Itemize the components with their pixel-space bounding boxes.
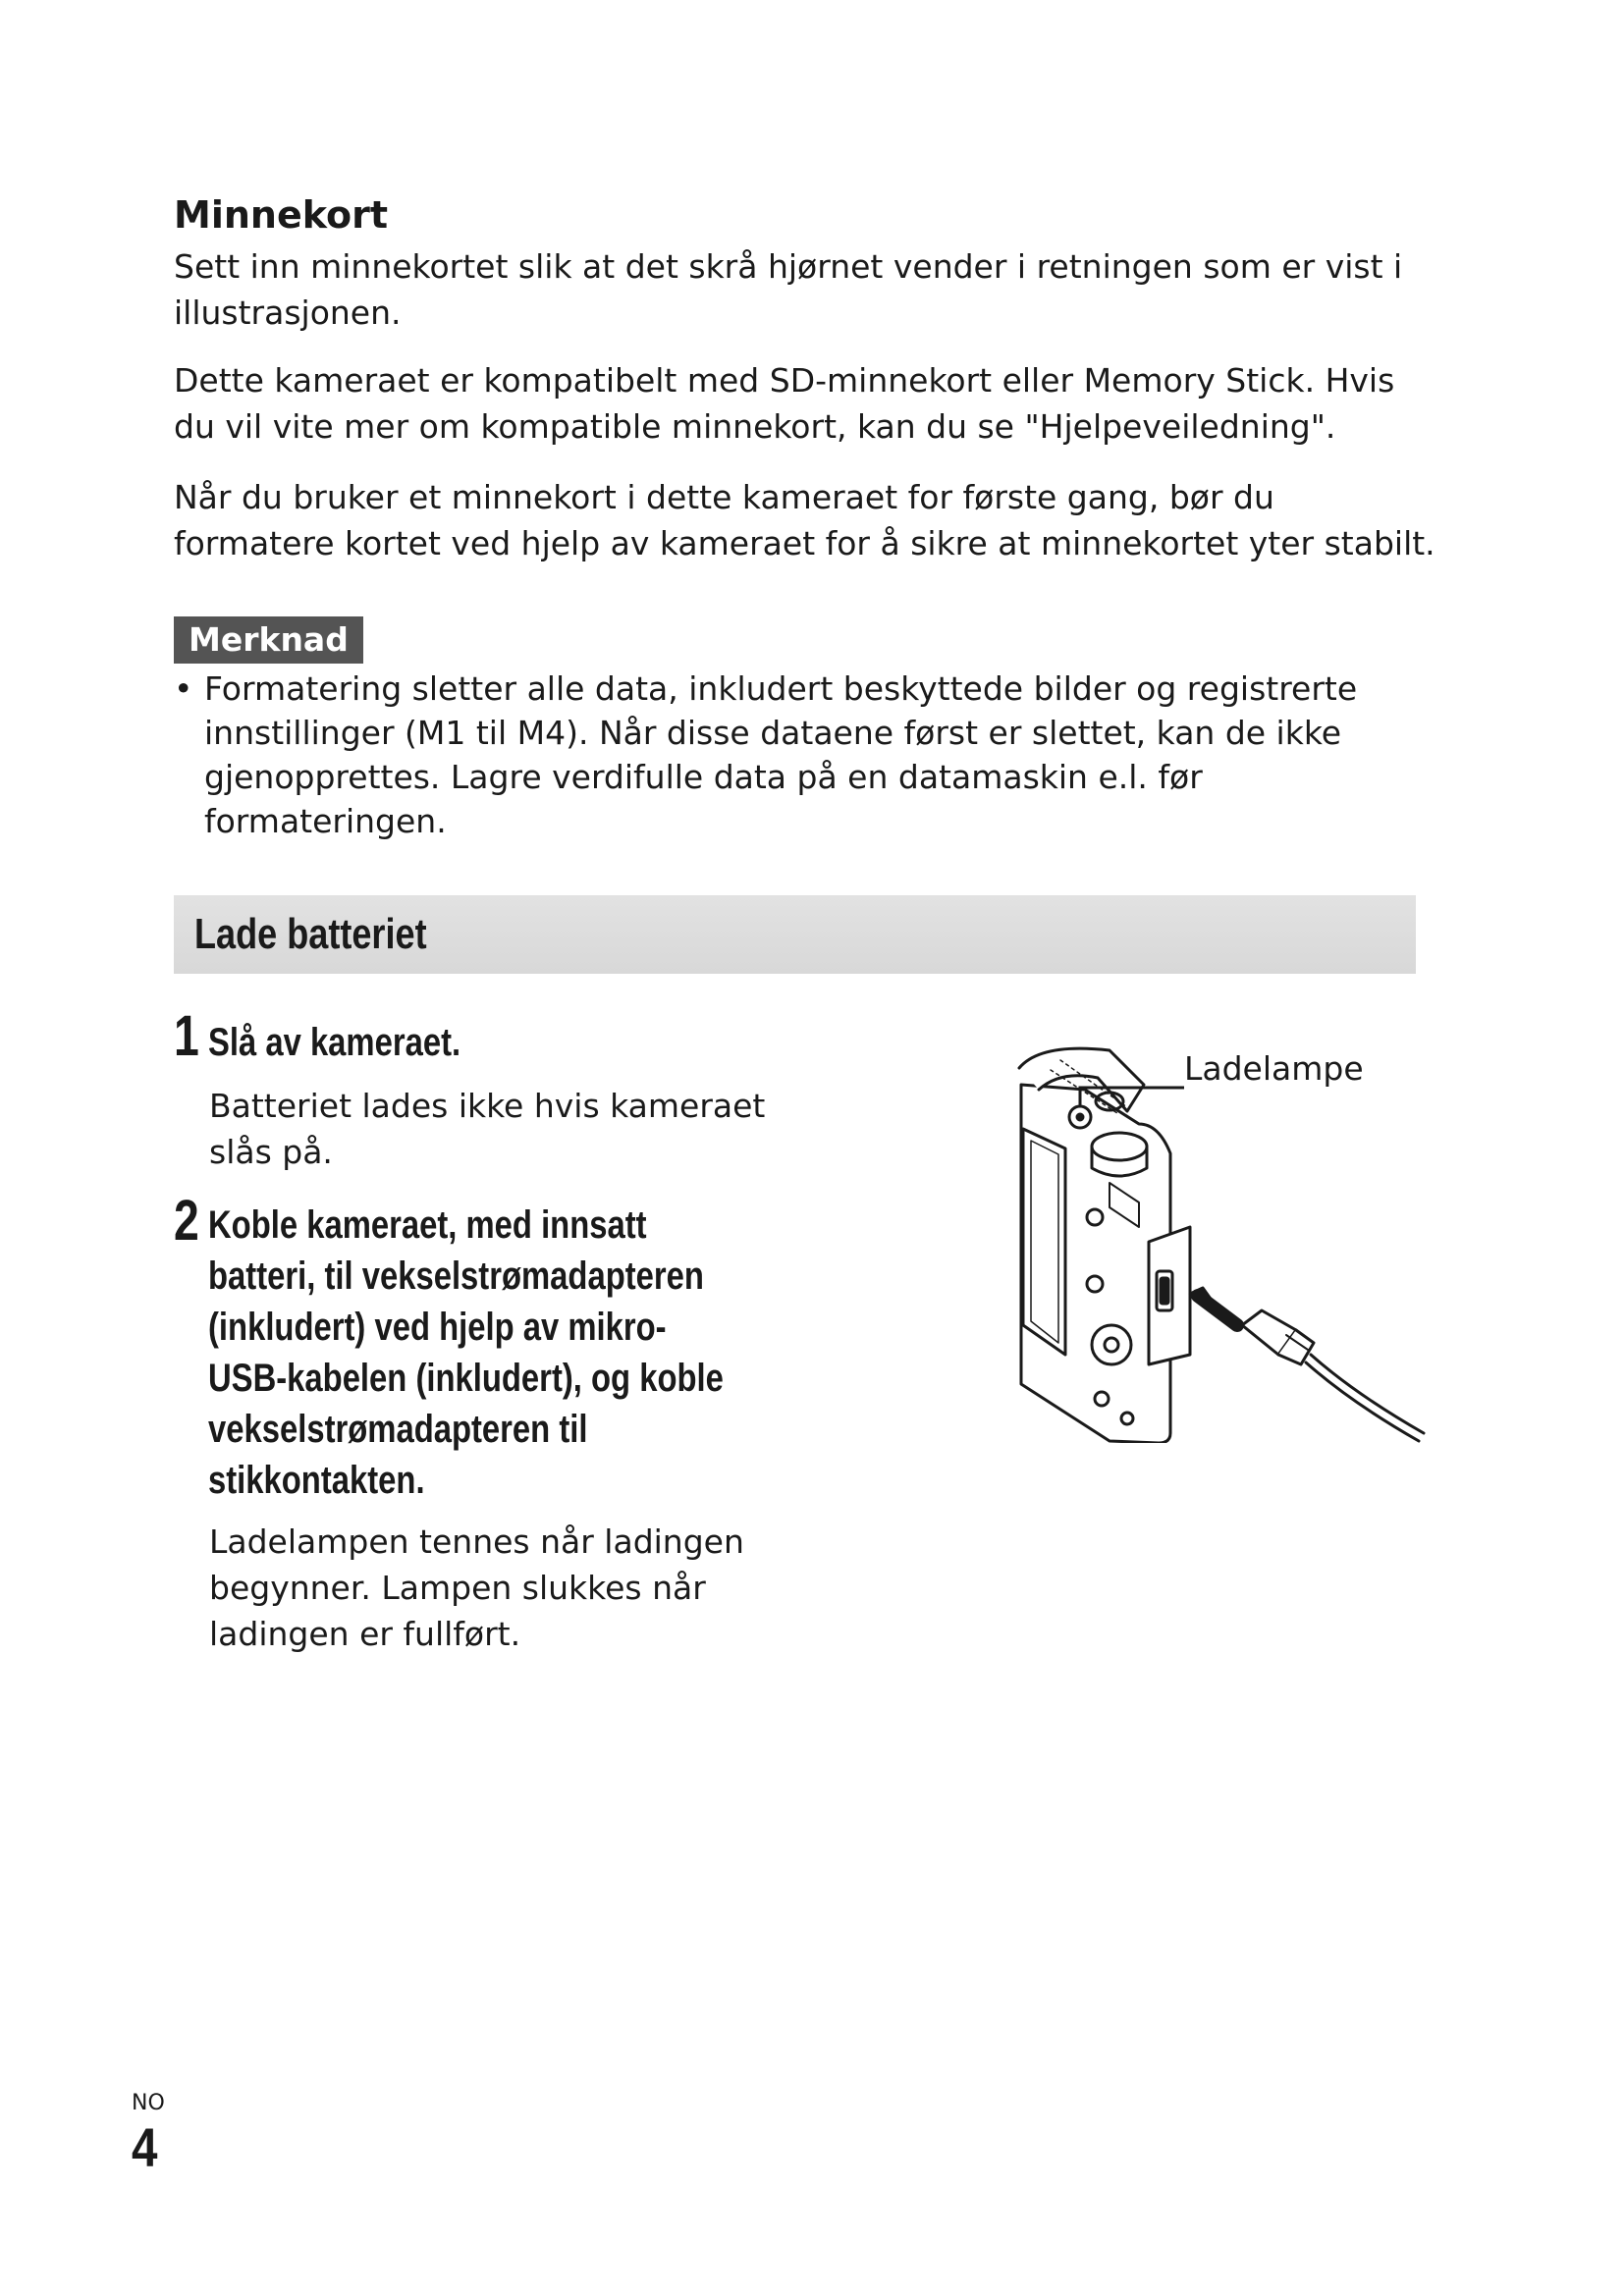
step-1-number: 1 (174, 1004, 199, 1068)
step-1-title: Slå av kameraet. (208, 1021, 461, 1064)
note-bullet-item (174, 667, 1381, 843)
step-2-description: Ladelampen tennes når ladingen begynner. Lampen slukkes når ladingen er fullført. (209, 1522, 744, 1653)
page-number: 4 (132, 2116, 158, 2178)
bullet-marker: • (174, 669, 193, 708)
footer-language-code: NO (132, 2091, 165, 2115)
section-header-bar (174, 895, 1416, 974)
charge-lamp-label: Ladelampe (1184, 1049, 1364, 1088)
mode-dial (1092, 1133, 1147, 1160)
camera-charging-illustration (1001, 1031, 1434, 1443)
usb-cable (1311, 1355, 1424, 1433)
step-2-title: Koble kameraet, med innsatt batteri, til vekselstrømadapteren (inkludert) ved hjelp av mikro-USB-kabelen (inkludert), og koble vekselstrømadapteren til stikkontakten. (208, 1203, 724, 1502)
note-text: Formatering sletter alle data, inkludert beskyttede bilder og registrerte innstillinger (M1 til M4). Når disse dataene først er slettet, kan de ikke gjenopprettes. Lagre verdifulle data på en datamaskin e.l. før formateringen. (204, 669, 1358, 840)
step-2-number: 2 (174, 1189, 199, 1253)
memory-card-paragraph-1: Sett inn minnekortet slik at det skrå hjørnet vender i retningen som er vist i illustrasjonen. (174, 247, 1403, 332)
note-badge: Merknad (174, 616, 363, 664)
control-wheel (1092, 1325, 1131, 1364)
memory-card-paragraph-3: Når du bruker et minnekort i dette kameraet for første gang, bør du formatere kortet ved hjelp av kameraet for å sikre at minnekortet yter stabilt. (174, 478, 1435, 562)
section-title: Lade batteriet (194, 910, 427, 958)
memory-card-paragraph-2: Dette kameraet er kompatibelt med SD-minnekort eller Memory Stick. Hvis du vil vite mer om kompatible minnekort, kan du se "Hjelpeveiledning". (174, 361, 1395, 446)
memory-card-heading: Minnekort (174, 193, 388, 237)
step-1-description: Batteriet lades ikke hvis kameraet slås på. (209, 1087, 766, 1171)
